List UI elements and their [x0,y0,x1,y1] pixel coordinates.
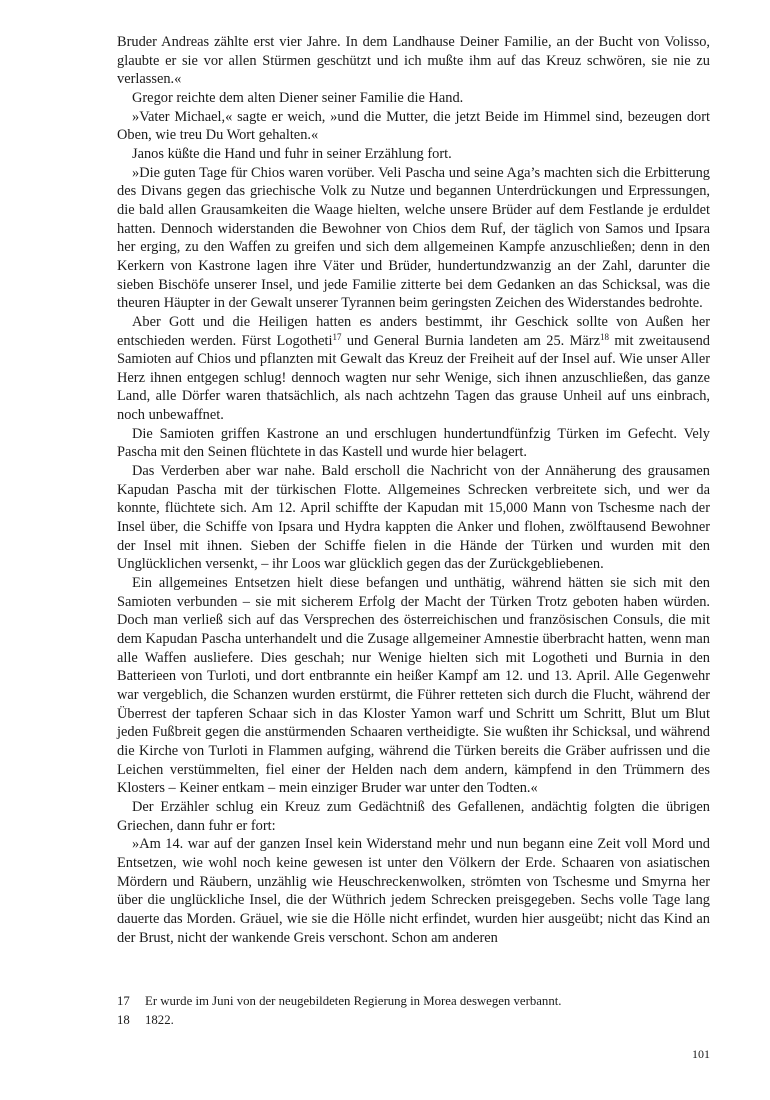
body-text [117,33,710,947]
footnotes [117,993,710,1031]
paragraph [117,145,710,164]
footnote-text: Er wurde im Juni von der neugebildeten Regierung in Morea deswegen verbannt. [145,994,562,1008]
paragraph-text: mit zweitausend Samioten auf Chios und pflanzten mit Gewalt das Kreuz der Freiheit auf der Insel auf. Wie unser Aller Herz ihnen entgegen schlug! dennoch wagten nur sehr Wenige, sich ihnen anzuschließen, das ganze Land, alle Dörfer waren thatsächlich, als nach achtzehn Tagen das grause Unheil auf uns einbrach, noch unbewaffnet. [117,332,710,424]
paragraph-text: »Vater Michael,« sagte er weich, »und die Mutter, die jetzt Beide im Himmel sind, bezeugen dort Oben, wie treu Du Wort gehalten.« [117,108,710,144]
paragraph [117,33,710,89]
paragraph-text: Die Samioten griffen Kastrone an und erschlugen hundertundfünfzig Türken im Gefecht. Vely Pascha mit den Seinen flüchtete in das Kastell und wurde hier belagert. [117,425,710,461]
paragraph-text: Das Verderben aber war nahe. Bald erscholl die Nachricht von der Annäherung des grausamen Kapudan Pascha mit der türkischen Flotte. Allgemeines Schrecken verbreitete sich, und wer da konnte, flüchtete sich. Am 12. April schiffte der Kapudan mit 15,000 Mann von Tschesme nach der Insel über, die Schiffe von Ipsara und Hydra kappten die Anker und flohen, zwölftausend Bewohner der Insel mit ihnen. Sieben der Schiffe fielen in die Hände der Türken und wurden mit den Unglücklichen versenkt, – ihr Loos war glücklich gegen das der Zurückgebliebenen. [117,463,710,573]
paragraph-text: Der Erzähler schlug ein Kreuz zum Gedächtniß des Gefallenen, andächtig folgten die übrigen Griechen, dann fuhr er fort: [117,798,710,834]
paragraph [117,425,710,462]
paragraph-text: Bruder Andreas zählte erst vier Jahre. In dem Landhause Deiner Familie, an der Bucht von Volisso, glaubte er sie vor allen Stürmen geschützt und ich mußte ihm auf das Kreuz schwören, sie nie zu verlassen.« [117,34,710,88]
paragraph-text: Gregor reichte dem alten Diener seiner Familie die Hand. [132,89,464,106]
footnote-reference: 18 [599,331,609,342]
footnote [117,1012,710,1029]
paragraph-text: »Am 14. war auf der ganzen Insel kein Widerstand mehr und nun begann eine Zeit voll Mord und Entsetzen, wie wohl noch keine gewesen ist unter den Völkern der Erde. Schaaren von asiatischen Mördern und Räubern, unzählig wie Heuschreckenwolken, strömten von Tschesme und Smyrna her über die unglückliche Insel, die der Wüthrich jedem Schrecken preisgegeben. Sechs volle Tage lang dauerte das Morden. Gräuel, wie sie die Hölle nicht erfindet, wurden hier ausgeübt; nicht das Kind an der Brust, nicht der wankende Greis verschont. Schon am anderen [117,836,710,946]
paragraph-text: »Die guten Tage für Chios waren vorüber. Veli Pascha und seine Aga’s machten sich die Erbitterung des Divans gegen das griechische Volk zu Nutze und begannen Unterdrückungen und Erpressungen, die bald allen Grausamkeiten die Waage hielten, welche unsere Brüder auf dem Festlande je erduldet hatten. Dennoch widerstanden die Bewohner von Chios dem Ruf, der täglich von Samos und Ipsara her erging, zu den Waffen zu greifen und sich dem allgemeinen Kampfe anzuschließen; denn in den Kerkern von Kastrone lagen ihre Väter und Brüder, hundertundzwanzig an der Zahl, darunter die sieben Bischöfe unserer Insel, und jede Familie zitterte bei dem Gedanken an das Schicksal, was die theuren Häupter in der Gewalt unserer Tyrannen beim geringsten Zeichen des Widerstandes bedrohte. [117,164,710,312]
paragraph [117,89,710,108]
page-content [117,33,710,947]
paragraph [117,798,710,835]
paragraph [117,164,710,313]
paragraph-text: Aber Gott und die Heiligen hatten es anders bestimmt, ihr Geschick sollte von Außen her entschieden werden. Fürst Logotheti [117,313,710,349]
paragraph-text: und General Burnia landeten am 25. März [341,332,600,349]
paragraph [117,462,710,574]
paragraph-text: Janos küßte die Hand und fuhr in seiner Erzählung fort. [132,145,452,162]
paragraph [117,574,710,798]
footnote-text: 1822. [145,1013,174,1027]
footnote-number: 17 [117,994,130,1008]
footnote-reference: 17 [332,331,342,342]
paragraph [117,313,710,425]
page-number: 101 [692,1047,710,1061]
footnote [117,993,710,1010]
paragraph [117,108,710,145]
footnote-number: 18 [117,1013,130,1027]
paragraph [117,835,710,947]
paragraph-text: Ein allgemeines Entsetzen hielt diese befangen und unthätig, während hätten sie sich mit den Samioten verbunden – sie mit sicherem Erfolg der Macht der Türken Trotz geboten haben würden. Doch man verließ sich auf das Versprechen des österreichischen und französischen Consuls, die mit dem Kapudan Pascha unterhandelt und die Zusage allgemeiner Amnestie überbracht hatten, wenn man alle Waffen ausliefere. Dies geschah; nur Wenige hielten sich mit Logotheti und Burnia in den Batterieen von Turloti, und dort entbrannte ein heißer Kampf am 12. und 13. April. Alle Gegenwehr war vergeblich, die Schanzen wurden erstürmt, die Führer retteten sich durch die Flucht, während der Überrest der tapferen Schaar sich in das Kloster Yamon warf und Schritt um Schritt, Blut um Blut jeden Fußbreit gegen die anstürmenden Schaaren vertheidigte. Sie wußten ihr Schicksal, und während die Kirche von Turloti in Flammen aufging, während die Türken bereits die Gräber aufrissen und die Leichen verstümmelten, fiel einer der Helden nach dem andern, kämpfend in den Trümmern des Klosters – Keiner entkam – mein einziger Bruder war unter den Todten.« [117,575,710,797]
